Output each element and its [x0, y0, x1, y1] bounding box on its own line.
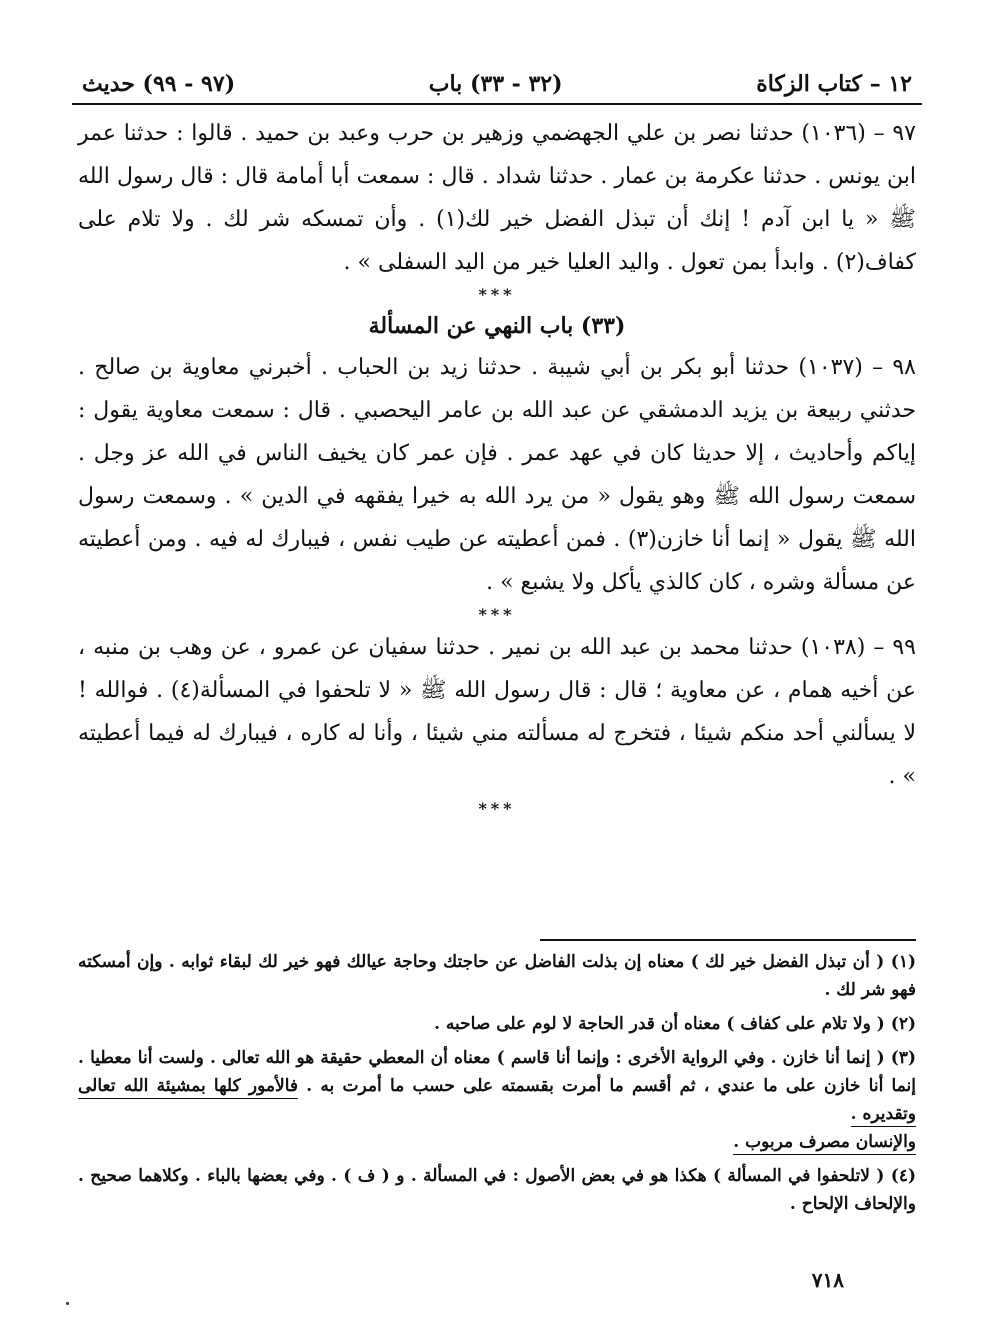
main-text: [78, 112, 916, 820]
footnote-3-underlined: فالأمور كلها بمشيئة الله تعالى وتقديره .: [78, 1076, 916, 1127]
hadith-98: ٩٨ – (١٠٣٧) حدثنا أبو بكر بن أبي شيبة . حدثنا زيد بن الحباب . أخبرني معاوية بن صالح . حدثني ربيعة بن يزيد الدمشقي عن عبد الله بن عامر اليحصبي . قال : سمعت معاوية يقول : إياكم وأحاديث ، إلا حديثا كان في عهد عمر . فإن عمر كان يخيف الناس في الله عز وجل . سمعت رسول الله ﷺ وهو يقول « من يرد الله به خيرا يفقهه في الدين » . وسمعت رسول الله ﷺ يقول « إنما أنا خازن(٣) . فمن أعطيته عن طيب نفس ، فيبارك له فيه . ومن أعطيته عن مسألة وشره ، كان كالذي يأكل ولا يشبع » .: [78, 355, 916, 595]
footnote-rule: [540, 939, 916, 941]
footnote-3-end: والإنسان مصرف مربوب .: [733, 1132, 916, 1155]
header-book-title: ١٢ – كتاب الزكاة: [756, 71, 912, 97]
footnote-3: [78, 1044, 916, 1156]
footnote-3-text: (٣) ( إنما أنا خازن . وفي الرواية الأخرى : وإنما أنا قاسم ) معناه أن المعطي حقيقة هو الله تعالى . ولست أنا معطيا . إنما أنا خازن على ما عندي ، ثم أقسم ما أمرت بقسمته على حسب ما أمرت به .: [78, 1048, 917, 1096]
footnote-2: (٢) ( ولا تلام على كفاف ) معناه أن قدر الحاجة لا لوم على صاحبه .: [434, 1014, 916, 1034]
section-separator: ***: [478, 285, 516, 304]
footnote-4: (٤) ( لاتلحفوا في المسألة ) هكذا هو في بعض الأصول : في المسألة . و ( ف ) . وفي بعضها بالباء . وكلاهما صحيح . والإلحاف الإلحاح .: [78, 1166, 916, 1214]
hadith-99: ٩٩ – (١٠٣٨) حدثنا محمد بن عبد الله بن نمير . حدثنا سفيان عن عمرو ، عن وهب بن منبه ، عن أخيه همام ، عن معاوية ؛ قال : قال رسول الله ﷺ « لا تلحفوا في المسألة(٤) . فوالله ! لا يسألني أحد منكم شيئا ، فتخرج له مسألته مني شيئا ، وأنا له كاره ، فيبارك له فيما أعطيته » .: [78, 635, 917, 789]
hadith-97: ٩٧ – (١٠٣٦) حدثنا نصر بن علي الجهضمي وزهير بن حرب وعبد بن حميد . قالوا : حدثنا عمر ابن يونس . حدثنا عكرمة بن عمار . حدثنا شداد . قال : سمعت أبا أمامة قال : قال رسول الله ﷺ « يا ابن آدم ! إنك أن تبذل الفضل خير لك(١) . وأن تمسكه شر لك . ولا تلام على كفاف(٢) . وابدأ بمن تعول . واليد العليا خير من اليد السفلى » .: [78, 121, 916, 275]
footnote-1: (١) ( أن تبذل الفضل خير لك ) معناه إن بذلت الفاضل عن حاجتك وحاجة عيالك فهو خير لك لبقاء ثوابه . وإن أمسكته فهو شر لك .: [78, 952, 916, 1000]
header-chapter-range: (٣٢ - ٣٣) باب: [428, 71, 563, 97]
section-separator: ***: [478, 605, 516, 624]
chapter-heading: (٣٣) باب النهي عن المسألة: [368, 313, 626, 339]
header-hadith-range: (٩٧ - ٩٩) حديث: [82, 71, 236, 97]
footnotes: [78, 948, 916, 1224]
section-separator: ***: [478, 799, 516, 818]
page-number: ٧١٨: [811, 1268, 844, 1292]
header-rule: [72, 103, 922, 105]
running-header: [82, 68, 912, 100]
scan-speck: [66, 1302, 69, 1305]
